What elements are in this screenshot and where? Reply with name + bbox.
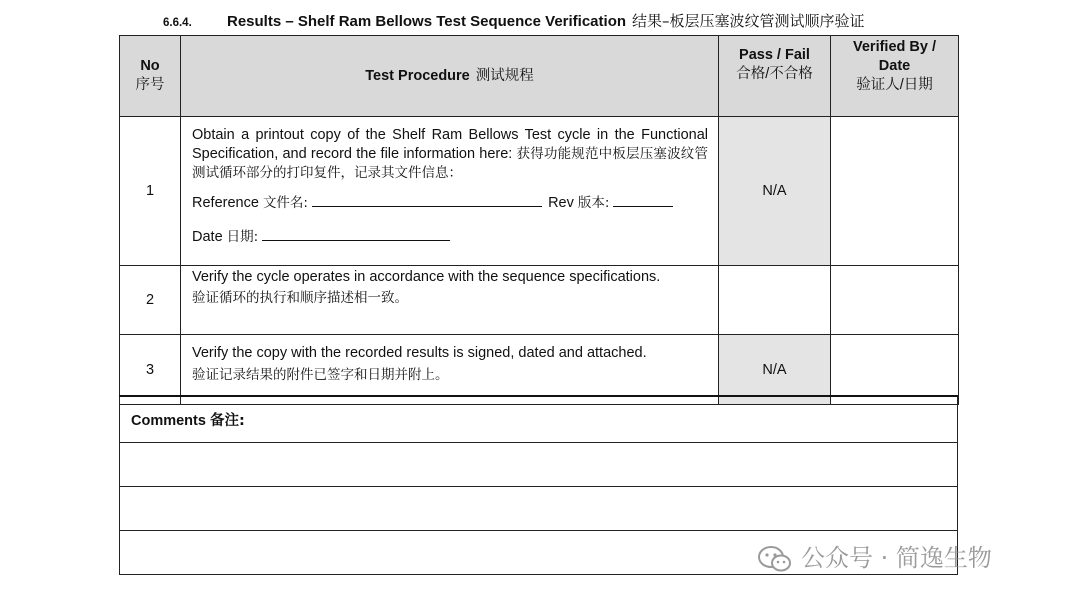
comments-line-cell[interactable] xyxy=(120,487,958,531)
watermark-text: 公众号 · 简逸生物 xyxy=(801,544,992,572)
procedure-text-cn: 验证记录结果的附件已签字和日期并附上。 xyxy=(192,367,449,383)
header-no xyxy=(120,36,181,117)
header-verified xyxy=(831,36,959,117)
verified-cell[interactable] xyxy=(831,335,959,405)
rev-blank[interactable] xyxy=(613,192,673,207)
header-passfail-cn: 合格/不合格 xyxy=(736,66,813,82)
procedure-text-en: Verify the copy with the recorded results is signed, dated and attached. xyxy=(192,345,647,361)
procedure-cell xyxy=(181,266,719,335)
reference-blank[interactable] xyxy=(312,192,542,207)
header-no-cn: 序号 xyxy=(135,77,165,93)
header-procedure-cn: 测试规程 xyxy=(475,67,534,84)
procedure-text-en: Obtain a printout copy of the Shelf Ram Bellows Test cycle in the Functional Specification, and record the file information here: xyxy=(192,127,708,162)
section-title-cn: 结果–板层压塞波纹管测试顺序验证 xyxy=(632,12,865,30)
table-header-row xyxy=(120,36,959,117)
verification-table xyxy=(119,35,959,405)
procedure-cell xyxy=(181,335,719,405)
header-verified-cn: 验证人/日期 xyxy=(856,77,933,93)
header-procedure-label: Test Procedure xyxy=(365,67,470,84)
verified-cell[interactable] xyxy=(831,117,959,266)
procedure-cell xyxy=(181,117,719,266)
date-label: Date xyxy=(192,229,223,245)
reference-line xyxy=(192,192,708,213)
row-number: 3 xyxy=(120,335,181,405)
comments-header-row xyxy=(120,396,958,443)
table-row xyxy=(120,335,959,405)
date-label-cn: 日期: xyxy=(226,229,259,245)
comments-label-cn: 备注: xyxy=(209,413,245,429)
rev-label: Rev xyxy=(548,195,574,211)
rev-label-cn: 版本: xyxy=(577,195,610,211)
comments-line[interactable] xyxy=(120,443,958,487)
wechat-icon xyxy=(757,545,793,573)
comments-label-cell xyxy=(120,396,958,443)
header-procedure xyxy=(181,36,719,117)
row-number: 1 xyxy=(120,117,181,266)
reference-label-cn: 文件名: xyxy=(262,195,308,211)
procedure-text-cn: 获得功能规范中板层压塞波纹管测试循环部分的打印复件，记录其文件信息： xyxy=(192,146,708,181)
comments-line[interactable] xyxy=(120,487,958,531)
date-blank[interactable] xyxy=(262,226,450,241)
section-heading xyxy=(163,10,865,31)
procedure-text-cn: 验证循环的执行和顺序描述相一致。 xyxy=(192,290,408,306)
procedure-text-en: Verify the cycle operates in accordance with the sequence specifications. xyxy=(192,269,661,285)
comments-label: Comments xyxy=(131,413,206,429)
passfail-cell: N/A xyxy=(719,335,831,405)
watermark xyxy=(757,538,992,573)
header-verified-label: Verified By / Date xyxy=(852,39,936,74)
row-number: 2 xyxy=(120,266,181,335)
table-row xyxy=(120,266,959,335)
section-title: Results – Shelf Ram Bellows Test Sequence Verification xyxy=(227,13,627,30)
date-line xyxy=(192,226,708,247)
header-no-label: No xyxy=(140,58,160,74)
header-passfail-label: Pass / Fail xyxy=(739,47,810,63)
header-passfail xyxy=(719,36,831,117)
reference-label: Reference xyxy=(192,195,259,211)
section-number: 6.6.4. xyxy=(163,17,192,29)
passfail-cell: N/A xyxy=(719,117,831,266)
verified-cell[interactable] xyxy=(831,266,959,335)
passfail-cell[interactable] xyxy=(719,266,831,335)
procedure-text xyxy=(192,126,708,183)
comments-line-cell[interactable] xyxy=(120,443,958,487)
table-row xyxy=(120,117,959,266)
